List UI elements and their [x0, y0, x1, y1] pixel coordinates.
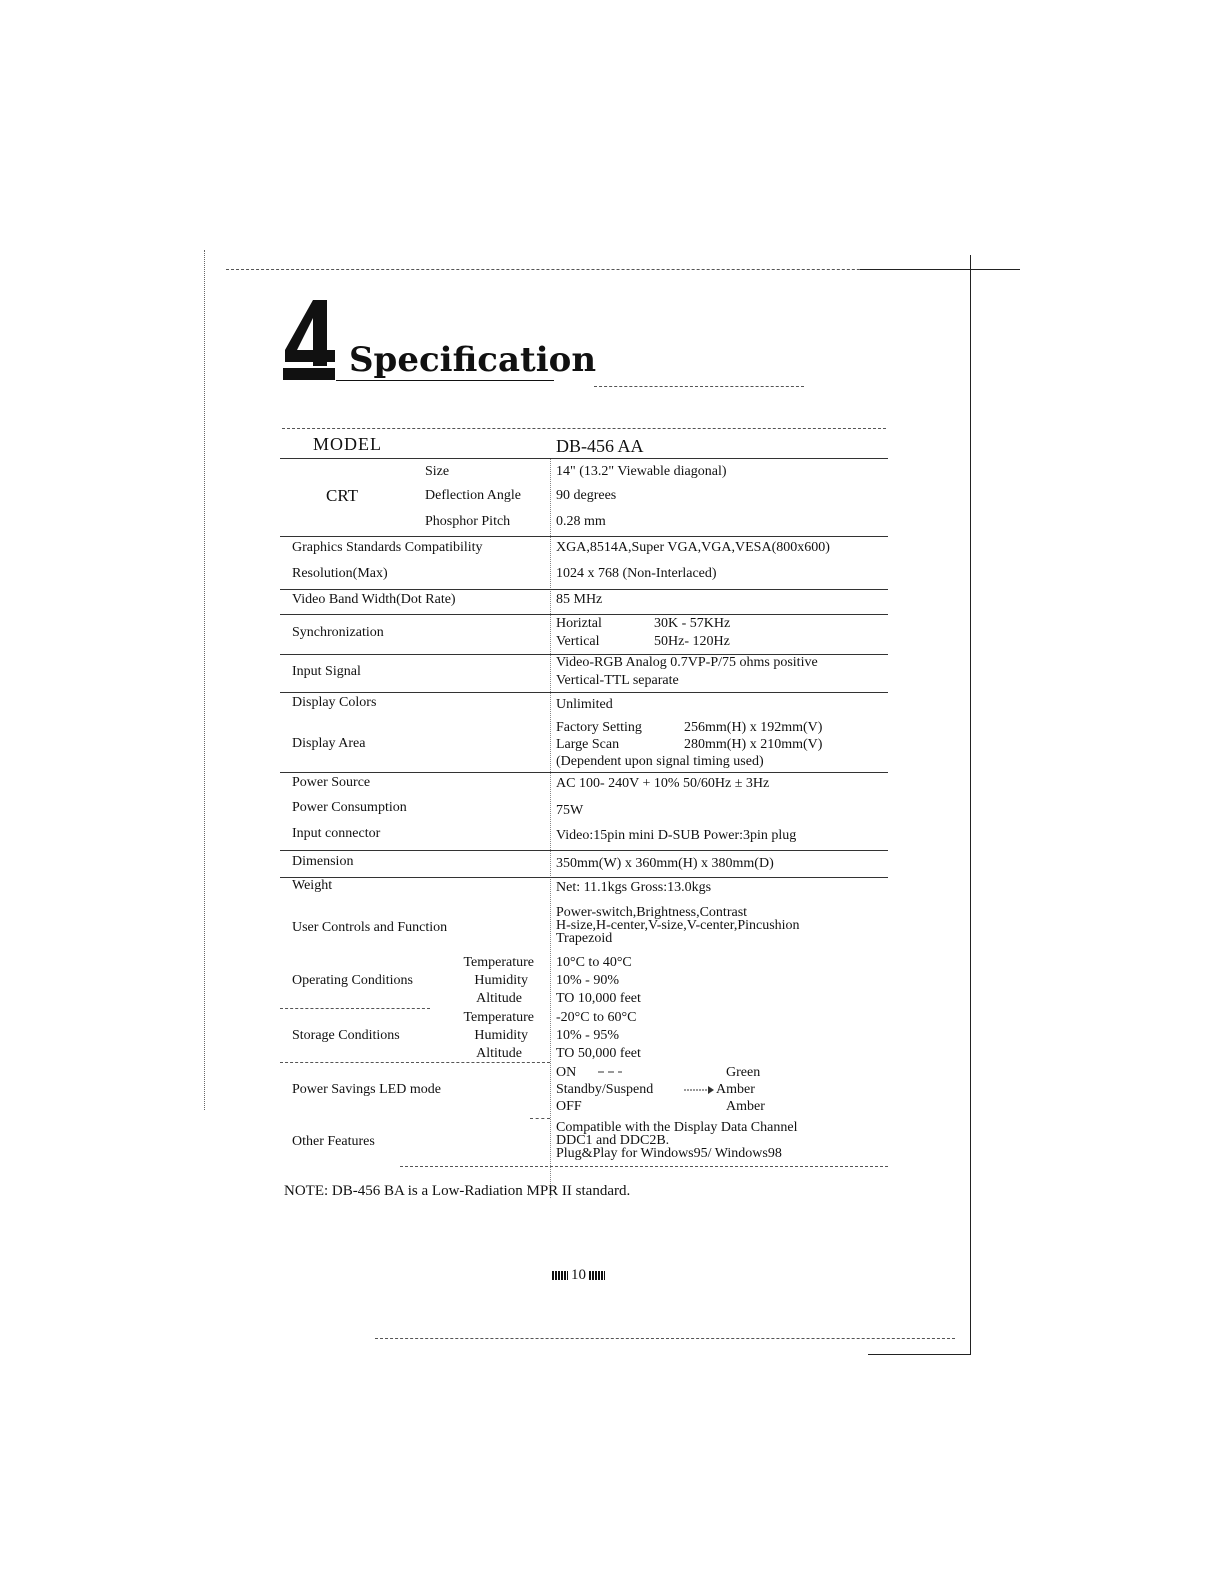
bandwidth-label: Video Band Width(Dot Rate)	[292, 592, 456, 607]
row-model	[280, 428, 888, 459]
power-savings-on-mode: ON	[556, 1065, 577, 1080]
crt-size-value: 14" (13.2" Viewable diagonal)	[556, 464, 727, 479]
display-area-large-value: 280mm(H) x 210mm(V)	[684, 737, 823, 752]
row-synchronization	[280, 614, 888, 655]
operating-divider	[280, 1008, 430, 1009]
user-controls-label: User Controls and Function	[292, 920, 448, 935]
operating-temperature-value: 10°C to 40°C	[556, 955, 632, 970]
input-signal-line2: Vertical-TTL separate	[556, 673, 679, 688]
display-area-note: (Dependent upon signal timing used)	[556, 754, 764, 769]
power-savings-off-mode: OFF	[556, 1099, 582, 1114]
display-area-factory-name: Factory Setting	[556, 720, 642, 735]
other-features-line3: Plug&Play for Windows95/ Windows98	[556, 1146, 782, 1161]
bandwidth-value: 85 MHz	[556, 592, 603, 607]
power-savings-off-color: Amber	[726, 1099, 765, 1114]
display-area-large-name: Large Scan	[556, 737, 620, 752]
user-controls-line2: H-size,H-center,V-size,V-center,Pincushion	[556, 918, 800, 933]
input-signal-line1: Video-RGB Analog 0.7VP-P/75 ohms positive	[556, 655, 818, 670]
input-signal-label: Input Signal	[292, 664, 361, 679]
row-power-source	[280, 772, 888, 798]
resolution-value: 1024 x 768 (Non-Interlaced)	[556, 566, 717, 581]
chapter-number-graphic	[283, 300, 335, 380]
storage-humidity-label: Humidity	[474, 1028, 528, 1043]
row-user-controls	[280, 902, 888, 952]
crt-deflection-value: 90 degrees	[556, 488, 617, 503]
power-savings-standby-color: Amber	[716, 1082, 755, 1097]
row-bandwidth	[280, 588, 888, 615]
storage-temperature-value: -20°C to 60°C	[556, 1010, 637, 1025]
operating-humidity-label: Humidity	[474, 973, 528, 988]
row-power-consumption	[280, 798, 888, 824]
crt-pitch-value: 0.28 mm	[556, 514, 606, 529]
sync-horizontal-value: 30K - 57KHz	[654, 616, 731, 631]
weight-value: Net: 11.1kgs Gross:13.0kgs	[556, 880, 712, 895]
crt-deflection-label: Deflection Angle	[425, 488, 522, 503]
other-features-line2: DDC1 and DDC2B.	[556, 1133, 670, 1148]
row-display-area	[280, 718, 888, 773]
power-savings-standby-mode: Standby/Suspend	[556, 1082, 654, 1097]
power-source-value: AC 100- 240V + 10% 50/60Hz ± 3Hz	[556, 776, 770, 791]
storage-divider	[280, 1062, 550, 1063]
storage-humidity-value: 10% - 95%	[556, 1028, 619, 1043]
heading-rule	[594, 386, 804, 387]
power-consumption-label: Power Consumption	[292, 800, 407, 815]
crt-label: CRT	[326, 486, 359, 505]
power-savings-label: Power Savings LED mode	[292, 1082, 441, 1097]
footnote: NOTE: DB-456 BA is a Low-Radiation MPR II standard.	[284, 1183, 631, 1199]
model-label: MODEL	[313, 434, 382, 454]
other-features-label: Other Features	[292, 1134, 375, 1149]
sync-vertical-name: Vertical	[556, 634, 600, 649]
page-frame-bottom-right	[868, 1354, 970, 1355]
row-storage-conditions	[280, 1010, 888, 1064]
operating-label: Operating Conditions	[292, 973, 413, 988]
input-connector-value: Video:15pin mini D-SUB Power:3pin plug	[556, 828, 797, 843]
user-controls-line3: Trapezoid	[556, 931, 613, 946]
power-source-label: Power Source	[292, 775, 371, 790]
crt-pitch-label: Phosphor Pitch	[425, 514, 511, 529]
resolution-label: Resolution(Max)	[292, 566, 388, 581]
display-area-label: Display Area	[292, 736, 366, 751]
row-display-colors	[280, 692, 888, 718]
page-number-text: 10	[571, 1267, 586, 1283]
row-power-savings	[280, 1064, 888, 1116]
operating-altitude-value: TO 10,000 feet	[556, 991, 641, 1006]
graphics-label: Graphics Standards Compatibility	[292, 540, 483, 555]
sync-vertical-value: 50Hz- 120Hz	[654, 634, 730, 649]
dimension-label: Dimension	[292, 854, 354, 869]
row-weight	[280, 876, 888, 902]
row-operating-conditions	[280, 954, 888, 1010]
power-consumption-value: 75W	[556, 803, 584, 818]
sync-label: Synchronization	[292, 625, 384, 640]
sync-horizontal-name: Horiztal	[556, 616, 602, 631]
page-number-ornament-left	[552, 1271, 568, 1280]
weight-label: Weight	[292, 878, 333, 893]
storage-label: Storage Conditions	[292, 1028, 400, 1043]
row-dimension	[280, 850, 888, 878]
row-resolution	[280, 536, 888, 590]
operating-humidity-value: 10% - 90%	[556, 973, 619, 988]
page-frame-bottom	[375, 1338, 955, 1339]
user-controls-line1: Power-switch,Brightness,Contrast	[556, 905, 748, 920]
row-input-signal	[280, 654, 888, 693]
display-colors-label: Display Colors	[292, 695, 377, 710]
storage-temperature-label: Temperature	[463, 1010, 534, 1025]
model-value: DB-456 AA	[556, 436, 644, 456]
operating-temperature-label: Temperature	[463, 955, 534, 970]
storage-altitude-value: TO 50,000 feet	[556, 1046, 641, 1061]
table-bottom-rule	[400, 1166, 888, 1167]
page-number-ornament-right	[589, 1271, 605, 1280]
display-colors-value: Unlimited	[556, 697, 613, 712]
display-area-factory-value: 256mm(H) x 192mm(V)	[684, 720, 823, 735]
page-number	[552, 1267, 605, 1284]
chapter-title: Specification	[349, 340, 597, 380]
dimension-value: 350mm(W) x 360mm(H) x 380mm(D)	[556, 856, 774, 871]
input-connector-label: Input connector	[292, 826, 381, 841]
operating-altitude-label: Altitude	[476, 991, 522, 1006]
page-frame-left	[204, 250, 205, 1110]
page-frame-top	[226, 269, 970, 270]
graphics-value: XGA,8514A,Super VGA,VGA,VESA(800x600)	[556, 540, 830, 555]
other-features-line1: Compatible with the Display Data Channel	[556, 1120, 798, 1135]
row-other-features	[280, 1118, 888, 1168]
power-savings-arrows	[596, 1064, 716, 1118]
chapter-title-underline	[336, 380, 554, 381]
page-frame-right	[970, 255, 971, 1355]
row-input-connector	[280, 824, 888, 850]
storage-altitude-label: Altitude	[476, 1046, 522, 1061]
page-frame-top-right	[860, 269, 1020, 270]
power-savings-on-color: Green	[726, 1065, 761, 1080]
crt-size-label: Size	[425, 464, 450, 479]
